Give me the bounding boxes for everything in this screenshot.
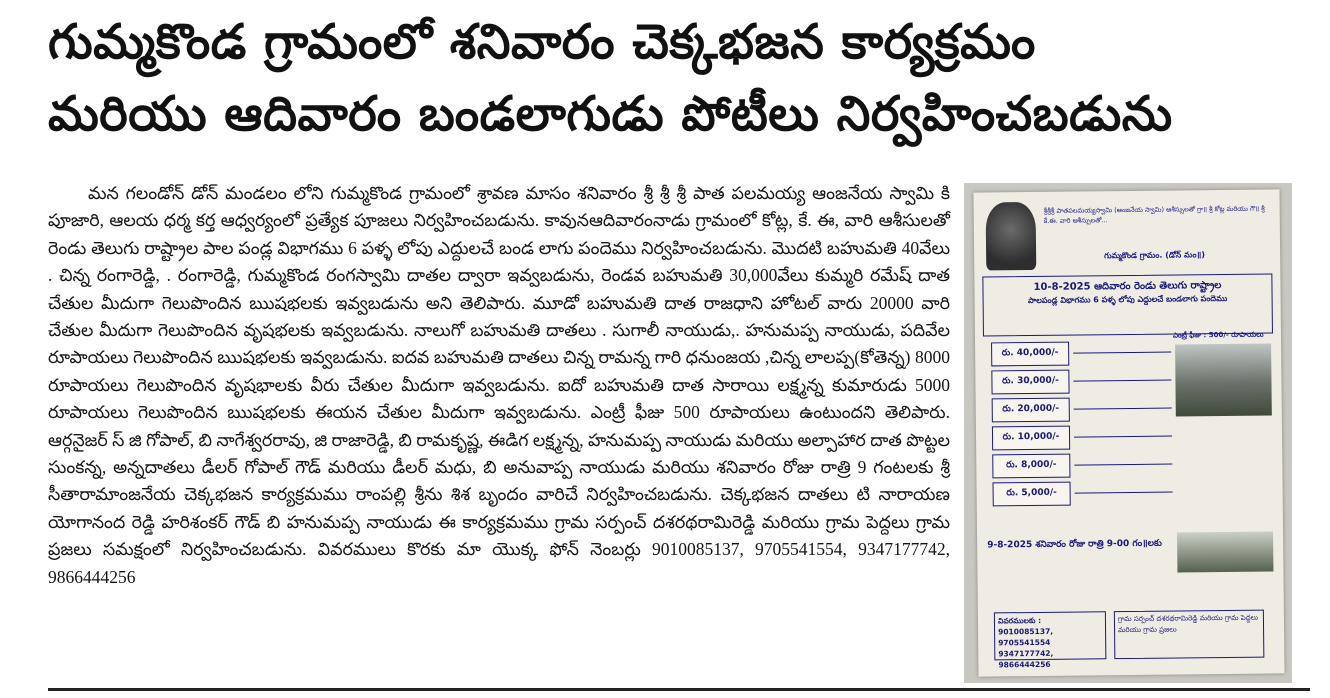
prize-3: రు. 20,000/- — [992, 398, 1070, 423]
headline — [48, 6, 1308, 150]
contact-label: వివరములకు : — [997, 615, 1042, 626]
contact-phone-1: 9010085137, 9705541554 — [998, 626, 1054, 648]
poster-sheet — [973, 189, 1284, 676]
contact-phone-2: 9347177742, 9866444256 — [998, 648, 1054, 670]
poster-banner — [982, 273, 1273, 336]
prize-6: రు. 5,000/- — [993, 482, 1071, 507]
poster-contact — [994, 611, 1106, 670]
bulls-photo — [1175, 344, 1272, 417]
prize-4-line — [1074, 436, 1172, 438]
prize-2-line — [1073, 380, 1171, 382]
poster-top-text: శ్రీశ్రీశ్రీ పాతపలమయ్యస్వామి (ఆంజనేయ స్వామి) ఆశీస్సులతో గ్రా॥ శ్రీ కోట్ల మరియు గౌ॥ శ్రీ కే.ఈ. వారి ఆశీస్సులతో... — [1043, 204, 1265, 225]
headline-line-1: గుమ్మకొండ గ్రామంలో శనివారం చెక్కభజన కార్యక్రమం — [48, 14, 1036, 70]
article-body: మన గలండోన్ డోన్ మండలం లోని గుమ్మకొండ గ్రామంలో శ్రావణ మాసం శనివారం శ్రీ శ్రీ శ్రీ పాత పలమయ్య ఆంజనేయ స్వామి కి పూజారి, ఆలయ ధర్మ కర్త ఆధ్వర్యంలో ప్రత్యేక పూజలు నిర్వహించబడును. కావునఆదివారంనాడు గ్రామంలో కోట్ల, కే. ఈ, వారి ఆశీసులతో రెండు తెలుగు రాష్ట్రాల పాల పండ్ల విభాగము 6 పళ్ళ లోపు ఎద్దులచే బండ లాగు పందెము నిర్వహించబడును. మొదటి బహుమతి 40వేలు . చిన్న రంగారెడ్డి, . రంగారెడ్డి, గుమ్మకొండ రంగస్వామి దాతల ద్వారా ఇవ్వబడును, రెండవ బహుమతి 30,000వేలు కుమ్మరి రమేష్ దాత చేతుల మీదుగా గెలుపొందిన ఋషభలకు ఇవ్వబడును అని తెలిపారు. మూడో బహుమతి దాత రాజధాని హోటల్ వారు 20000 వారి చేతుల మీదుగా గెలుపొందిన వృషభలకు ఇవ్వబడును. నాలుగో బహుమతి దాతలు . సుగాలీ నాయుడు,. హనుమప్ప నాయుడు, పదివేల రూపాయలు గెలుపొందిన ఋషభలకు ఇవ్వబడును. ఐదవ బహుమతి దాతలు చిన్న రామన్న గారి ధనుంజయ ,చిన్న లాలప్ప(కోతెన్న) 8000 రూపాయలు గెలుపొందిన వృషభాలకు వీరు చేతుల మీదుగా ఇవ్వబడును. ఐదో బహుమతి దాత సారాయి లక్ష్మన్న కుమారుడు 5000 రూపాయలు గెలుపొందిన ఋషభలకు ఈయన చేతుల మీదుగా ఇవ్వబడును. ఎంట్రీ ఫీజు 500 రూపాయలు ఉంటుందని తెలిపారు. ఆర్గనైజర్ స్ జి గోపాల్, బి నాగేశ్వరరావు, జి రాజారెడ్డి, బి రామకృష్ణ, ఈడిగ లక్ష్మన్న, హనుమప్ప నాయుడు మరియు అల్పాహార దాత పొట్టల సుంకన్న, అన్నదాతలు డీలర్ గోపాల్ గౌడ్ మరియు డీలర్ మధు, బి అనువాప్ప నాయుడు మరియు శనివారం రోజు రాత్రి 9 గంటలకు శ్రీ సీతారామాంజనేయ చెక్కభజన కార్యక్రమము రాంపల్లి శ్రీను శిశ బృందం వారిచే నిర్వహించబడును. చెక్కభజన దాతలు టి నారాయణ యోగానంద రెడ్డి హరిశంకర్ గౌడ్ బి హనుమప్ప నాయుడు ఈ కార్యక్రమము గ్రామ సర్పంచ్ దశరథరామిరెడ్డి మరియు గ్రామ పెద్దలు గ్రామ ప్రజలు సమక్షంలో నిర్వహించబడును. వివరములు కొరకు మా యొక్క ఫోన్ నెంబర్లు 9010085137, 9705541554, 9347177742, 9866444256 — [48, 183, 950, 587]
poster-entry-fee: ఎంట్రీ ఫీజు : 500/- రూపాయలు — [1172, 330, 1264, 340]
prize-1-line — [1073, 352, 1171, 354]
poster-banner-sub: పాలపండ్ల విభాగము 6 పళ్ళ లోపు ఎద్దులచే బండలాగు పందెము — [1027, 293, 1228, 306]
prize-1: రు. 40,000/- — [991, 342, 1069, 367]
prize-5: రు. 8,000/- — [992, 454, 1070, 479]
poster-photo — [964, 183, 1292, 683]
prize-3-line — [1074, 408, 1172, 410]
prize-2: రు. 30,000/- — [991, 370, 1069, 395]
poster-banner-date: 10-8-2025 ఆదివారం రెండు తెలుగు రాష్ట్రాల — [1033, 280, 1222, 293]
prize-5-line — [1074, 464, 1172, 466]
bhajan-photo — [1177, 531, 1273, 572]
poster-date-2: 9-8-2025 శనివారం రోజు రాత్రి 9-00 గం॥లకు — [987, 538, 1162, 551]
bottom-rule — [48, 688, 1310, 691]
poster-village: గుమ్మకొండ గ్రామం. (డోన్ మం॥) — [1104, 250, 1206, 261]
headline-line-2: మరియు ఆదివారం బండలాగుడు పోటీలు నిర్వహించబడును — [48, 86, 1173, 142]
prize-6-line — [1075, 492, 1173, 494]
poster-organizers: గ్రామ సర్పంచ్ దశరథరామిరెడ్డి మరియు గ్రామ పెద్దలు మరియు గ్రామ ప్రజలు — [1114, 610, 1264, 660]
deity-image — [986, 202, 1037, 271]
prize-4: రు. 10,000/- — [992, 426, 1070, 451]
